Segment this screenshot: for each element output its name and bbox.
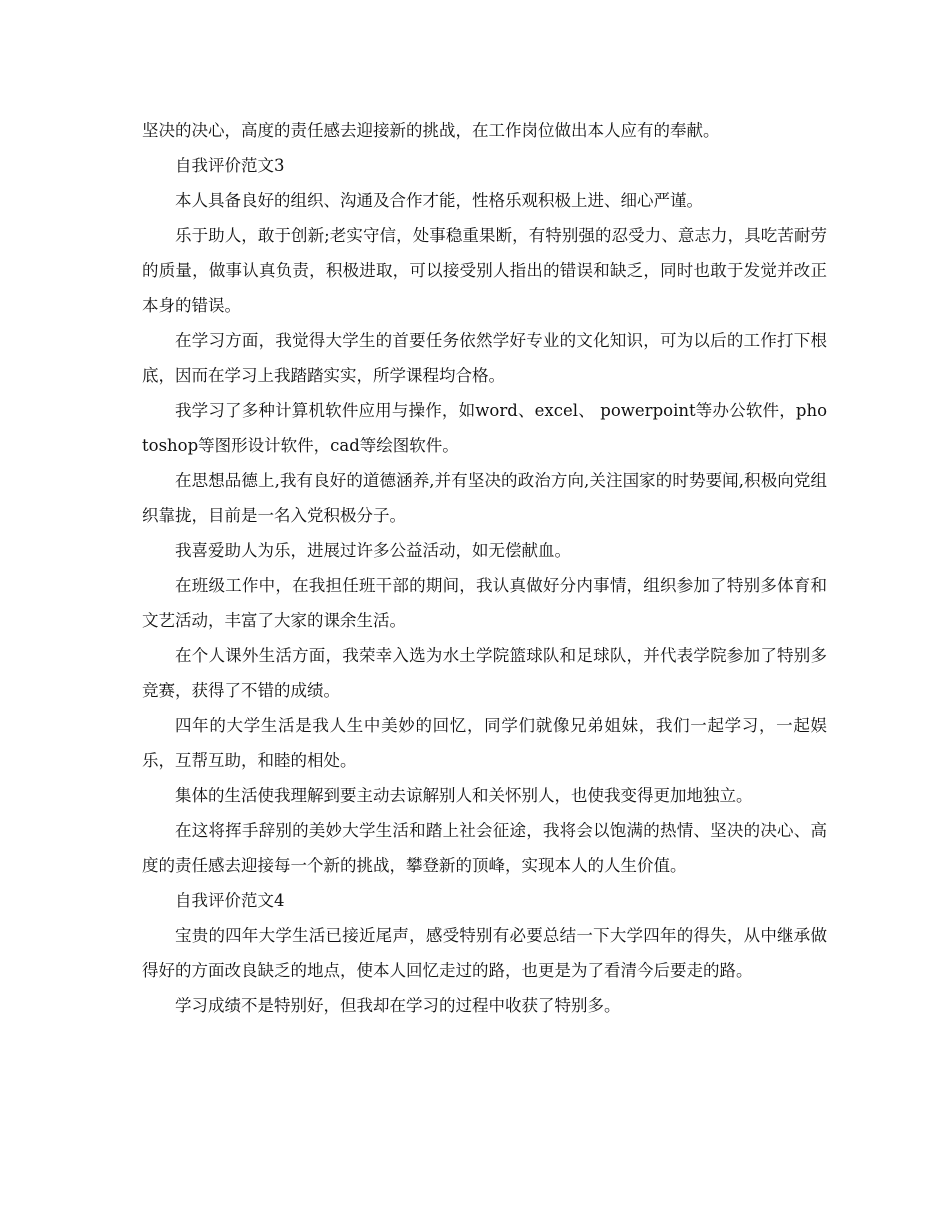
paragraph: 在这将挥手辞别的美妙大学生活和踏上社会征途，我将会以饱满的热情、坚决的决心、高度的责任感去迎接每一个新的挑战，攀登新的顶峰，实现本人的人生价值。 [142, 821, 827, 875]
paragraph: 我喜爱助人为乐，进展过许多公益活动，如无偿献血。 [175, 541, 571, 560]
paragraph: 四年的大学生活是我人生中美妙的回忆，同学们就像兄弟姐妹，我们一起学习，一起娱乐，互帮互助，和睦的相处。 [142, 716, 827, 770]
paragraph: 本人具备良好的组织、沟通及合作才能，性格乐观积极上进、细心严谨。 [175, 191, 703, 210]
paragraph: 在思想品德上,我有良好的道德涵养,并有坚决的政治方向,关注国家的时势要闻,积极向党组织靠拢，目前是一名入党积极分子。 [142, 471, 827, 525]
paragraph: 集体的生活使我理解到要主动去谅解别人和关怀别人，也使我变得更加地独立。 [175, 786, 753, 805]
paragraph: 学习成绩不是特别好，但我却在学习的过程中收获了特别多。 [175, 996, 621, 1015]
document-body [142, 113, 827, 1023]
section-heading-3: 自我评价范文3 [175, 156, 285, 175]
paragraph: 在个人课外生活方面，我荣幸入选为水土学院篮球队和足球队，并代表学院参加了特别多竞赛，获得了不错的成绩。 [142, 646, 827, 700]
paragraph-continued: 坚决的决心，高度的责任感去迎接新的挑战，在工作岗位做出本人应有的奉献。 [142, 121, 720, 140]
paragraph: 在学习方面，我觉得大学生的首要任务依然学好专业的文化知识，可为以后的工作打下根底，因而在学习上我踏踏实实，所学课程均合格。 [142, 331, 827, 385]
paragraph: 我学习了多种计算机软件应用与操作，如word、excel、 powerpoint等办公软件，photoshop等图形设计软件，cad等绘图软件。 [142, 401, 827, 455]
paragraph: 乐于助人，敢于创新;老实守信，处事稳重果断，有特别强的忍受力、意志力，具吃苦耐劳的质量，做事认真负责，积极进取，可以接受别人指出的错误和缺乏，同时也敢于发觉并改正本身的错误。 [142, 226, 827, 315]
paragraph: 在班级工作中，在我担任班干部的期间，我认真做好分内事情，组织参加了特别多体育和文艺活动，丰富了大家的课余生活。 [142, 576, 827, 630]
paragraph: 宝贵的四年大学生活已接近尾声，感受特别有必要总结一下大学四年的得失，从中继承做得好的方面改良缺乏的地点，使本人回忆走过的路，也更是为了看清今后要走的路。 [142, 926, 827, 980]
section-heading-4: 自我评价范文4 [175, 891, 285, 910]
